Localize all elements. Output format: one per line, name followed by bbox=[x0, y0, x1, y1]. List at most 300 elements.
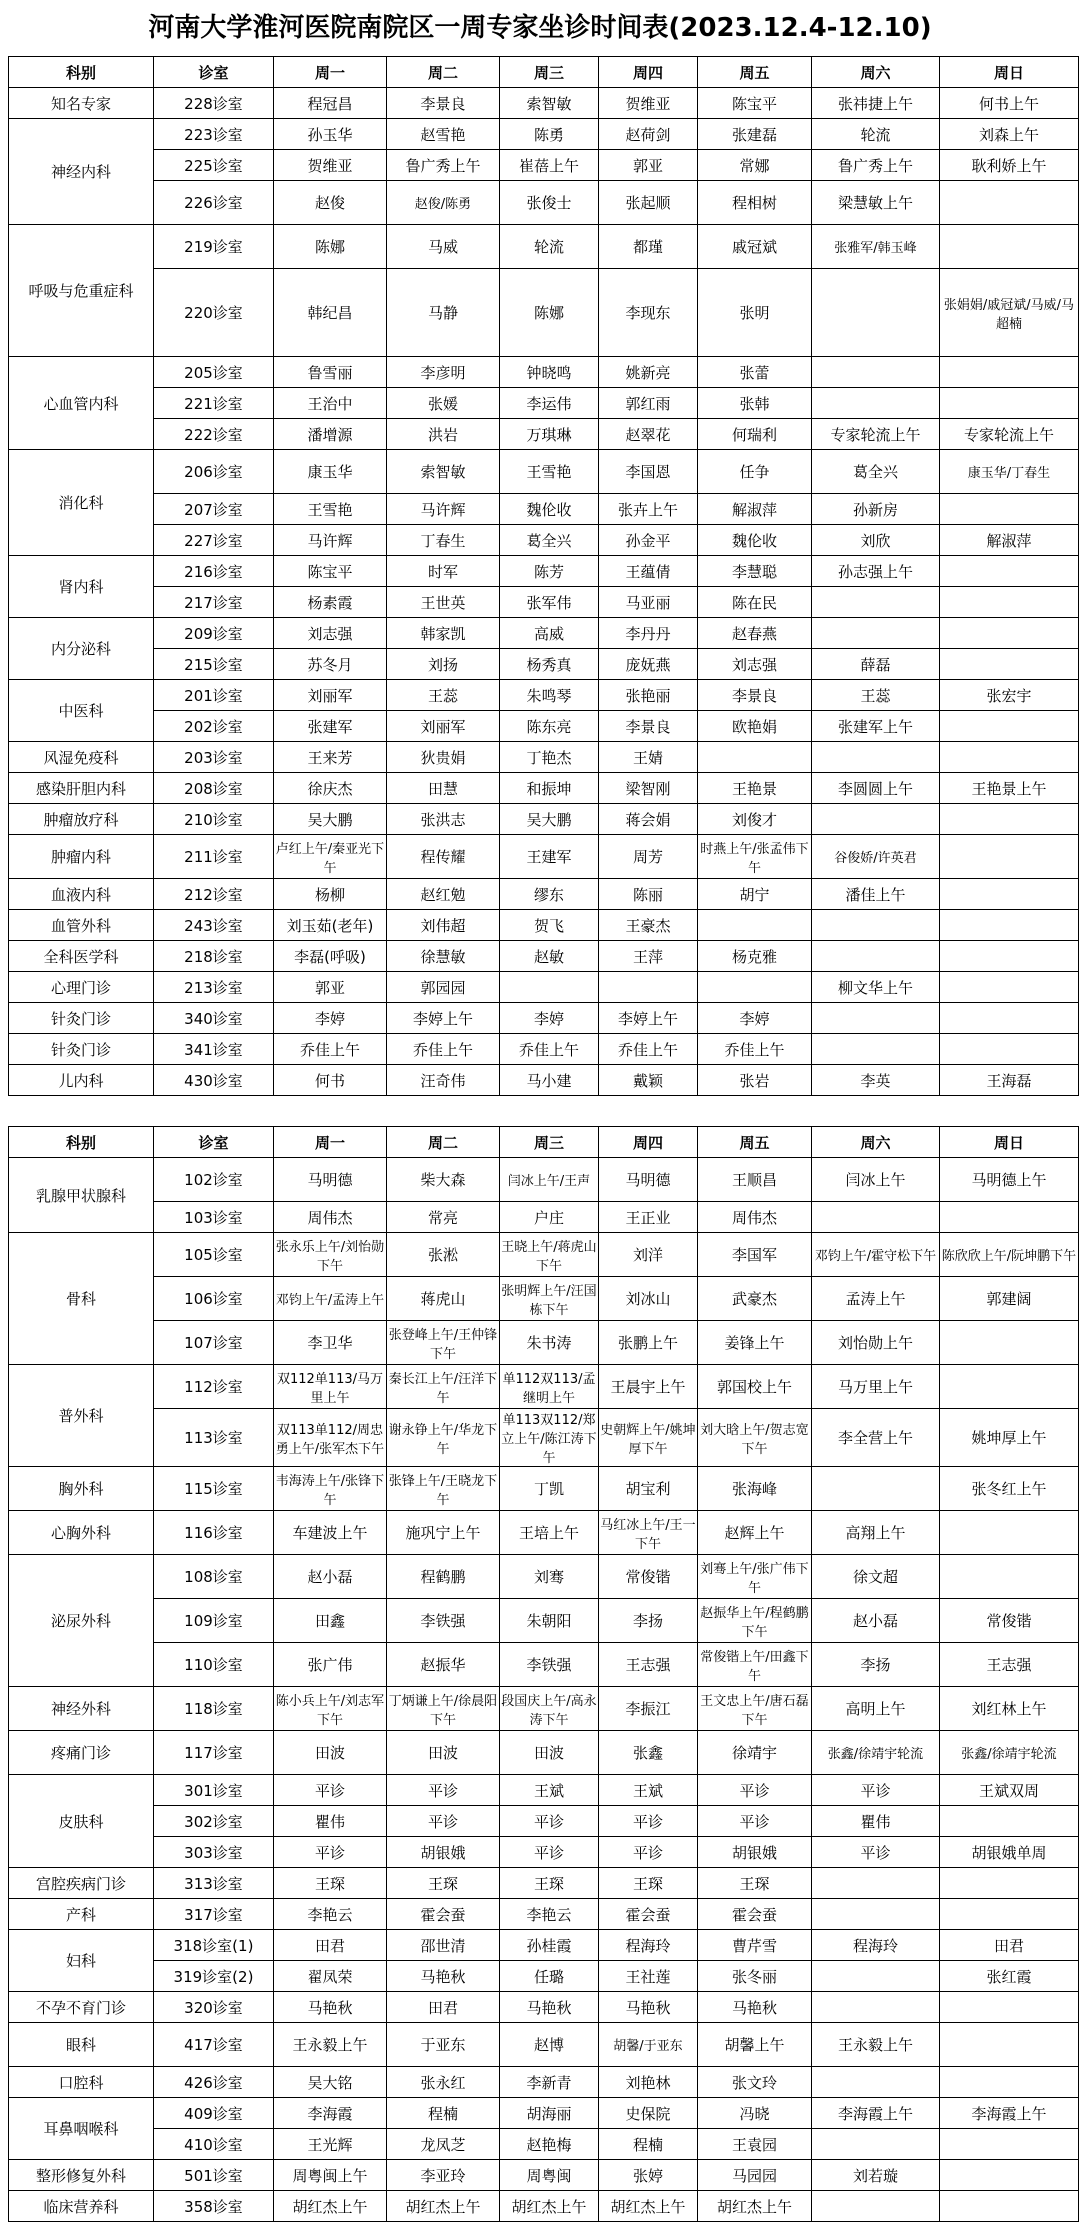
doctor-cell: 王蕊 bbox=[812, 680, 940, 711]
doctor-cell: 梁智刚 bbox=[599, 773, 698, 804]
doctor-cell: 李婷上午 bbox=[387, 1003, 500, 1034]
doctor-cell: 柳文华上午 bbox=[812, 972, 940, 1003]
column-header: 周三 bbox=[500, 57, 599, 88]
schedule-row bbox=[9, 879, 1079, 910]
doctor-cell: 赵俊/陈勇 bbox=[387, 181, 500, 225]
doctor-cell: 任争 bbox=[698, 450, 812, 494]
doctor-cell: 马红冰上午/王一下午 bbox=[599, 1511, 698, 1555]
department-cell: 肿瘤放疗科 bbox=[9, 804, 154, 835]
doctor-cell: 王豪杰 bbox=[599, 910, 698, 941]
doctor-cell: 李丹丹 bbox=[599, 618, 698, 649]
doctor-cell bbox=[812, 357, 940, 388]
schedule-row bbox=[9, 1202, 1079, 1233]
doctor-cell: 薛磊 bbox=[812, 649, 940, 680]
schedule-row bbox=[9, 225, 1079, 269]
department-cell: 产科 bbox=[9, 1899, 154, 1930]
department-cell: 耳鼻咽喉科 bbox=[9, 2098, 154, 2160]
doctor-cell bbox=[940, 649, 1079, 680]
department-cell: 血液内科 bbox=[9, 879, 154, 910]
doctor-cell: 张韩 bbox=[698, 388, 812, 419]
doctor-cell: 潘增源 bbox=[274, 419, 387, 450]
doctor-cell bbox=[698, 742, 812, 773]
schedule-row bbox=[9, 941, 1079, 972]
doctor-cell: 王琛 bbox=[387, 1868, 500, 1899]
doctor-cell: 王顺昌 bbox=[698, 1158, 812, 1202]
doctor-cell bbox=[812, 388, 940, 419]
department-cell: 神经内科 bbox=[9, 119, 154, 225]
doctor-cell: 李亚玲 bbox=[387, 2160, 500, 2191]
schedule-row bbox=[9, 1837, 1079, 1868]
department-cell: 肾内科 bbox=[9, 556, 154, 618]
department-cell: 妇科 bbox=[9, 1930, 154, 1992]
doctor-cell bbox=[940, 941, 1079, 972]
doctor-cell: 赵敏 bbox=[500, 941, 599, 972]
doctor-cell: 王正业 bbox=[599, 1202, 698, 1233]
doctor-cell: 平诊 bbox=[274, 1837, 387, 1868]
doctor-cell: 王斌 bbox=[500, 1775, 599, 1806]
doctor-cell: 陈在民 bbox=[698, 587, 812, 618]
doctor-cell: 赵荷剑 bbox=[599, 119, 698, 150]
doctor-cell: 鲁广秀上午 bbox=[812, 150, 940, 181]
doctor-cell: 平诊 bbox=[500, 1806, 599, 1837]
doctor-cell: 姚坤厚上午 bbox=[940, 1409, 1079, 1467]
doctor-cell bbox=[940, 2129, 1079, 2160]
doctor-cell: 王婧 bbox=[599, 742, 698, 773]
doctor-cell bbox=[940, 1555, 1079, 1599]
doctor-cell: 和振坤 bbox=[500, 773, 599, 804]
room-cell: 340诊室 bbox=[154, 1003, 274, 1034]
room-cell: 208诊室 bbox=[154, 773, 274, 804]
doctor-cell: 胡馨上午 bbox=[698, 2023, 812, 2067]
department-cell: 皮肤科 bbox=[9, 1775, 154, 1868]
doctor-cell bbox=[940, 1868, 1079, 1899]
doctor-cell: 刘骞上午/张广伟下午 bbox=[698, 1555, 812, 1599]
room-cell: 117诊室 bbox=[154, 1731, 274, 1775]
schedule-row bbox=[9, 711, 1079, 742]
department-cell: 风湿免疫科 bbox=[9, 742, 154, 773]
schedule-row bbox=[9, 742, 1079, 773]
doctor-cell: 田鑫 bbox=[274, 1599, 387, 1643]
doctor-cell: 高明上午 bbox=[812, 1687, 940, 1731]
doctor-cell: 李国恩 bbox=[599, 450, 698, 494]
doctor-cell: 马艳秋 bbox=[500, 1992, 599, 2023]
doctor-cell: 都瑾 bbox=[599, 225, 698, 269]
column-header: 周日 bbox=[940, 57, 1079, 88]
doctor-cell: 施巩宁上午 bbox=[387, 1511, 500, 1555]
room-cell: 318诊室(1) bbox=[154, 1930, 274, 1961]
room-cell: 217诊室 bbox=[154, 587, 274, 618]
doctor-cell: 常娜 bbox=[698, 150, 812, 181]
room-cell: 113诊室 bbox=[154, 1409, 274, 1467]
doctor-cell: 张红霞 bbox=[940, 1961, 1079, 1992]
doctor-cell: 张宏宇 bbox=[940, 680, 1079, 711]
doctor-cell: 轮流 bbox=[500, 225, 599, 269]
room-cell: 320诊室 bbox=[154, 1992, 274, 2023]
department-cell: 心胸外科 bbox=[9, 1511, 154, 1555]
doctor-cell: 霍会蚕 bbox=[599, 1899, 698, 1930]
room-cell: 106诊室 bbox=[154, 1277, 274, 1321]
doctor-cell: 马小建 bbox=[500, 1065, 599, 1096]
schedule-row bbox=[9, 1775, 1079, 1806]
doctor-cell: 李扬 bbox=[599, 1599, 698, 1643]
doctor-cell: 葛全兴 bbox=[812, 450, 940, 494]
doctor-cell bbox=[812, 941, 940, 972]
doctor-cell bbox=[812, 1899, 940, 1930]
doctor-cell: 谷俊娇/许英君 bbox=[812, 835, 940, 879]
doctor-cell: 刘森上午 bbox=[940, 119, 1079, 150]
department-cell: 临床营养科 bbox=[9, 2191, 154, 2222]
doctor-cell: 刘红林上午 bbox=[940, 1687, 1079, 1731]
room-cell: 410诊室 bbox=[154, 2129, 274, 2160]
doctor-cell: 史保院 bbox=[599, 2098, 698, 2129]
room-cell: 243诊室 bbox=[154, 910, 274, 941]
doctor-cell: 刘志强 bbox=[274, 618, 387, 649]
department-cell: 口腔科 bbox=[9, 2067, 154, 2098]
doctor-cell: 孟涛上午 bbox=[812, 1277, 940, 1321]
department-cell: 心理门诊 bbox=[9, 972, 154, 1003]
schedule-row bbox=[9, 388, 1079, 419]
doctor-cell: 程楠 bbox=[599, 2129, 698, 2160]
doctor-cell: 李卫华 bbox=[274, 1321, 387, 1365]
doctor-cell: 李运伟 bbox=[500, 388, 599, 419]
schedule-row bbox=[9, 1158, 1079, 1202]
doctor-cell bbox=[812, 269, 940, 357]
doctor-cell bbox=[812, 804, 940, 835]
doctor-cell bbox=[940, 1511, 1079, 1555]
room-cell: 105诊室 bbox=[154, 1233, 274, 1277]
column-header: 周一 bbox=[274, 1127, 387, 1158]
doctor-cell: 陈勇 bbox=[500, 119, 599, 150]
doctor-cell: 车建波上午 bbox=[274, 1511, 387, 1555]
department-cell: 宫腔疾病门诊 bbox=[9, 1868, 154, 1899]
doctor-cell: 刘俊才 bbox=[698, 804, 812, 835]
doctor-cell bbox=[698, 910, 812, 941]
doctor-cell: 蒋虎山 bbox=[387, 1277, 500, 1321]
room-cell: 219诊室 bbox=[154, 225, 274, 269]
room-cell: 221诊室 bbox=[154, 388, 274, 419]
doctor-cell: 索智敏 bbox=[500, 88, 599, 119]
doctor-cell: 程冠昌 bbox=[274, 88, 387, 119]
doctor-cell: 马许辉 bbox=[387, 494, 500, 525]
doctor-cell: 李圆圆上午 bbox=[812, 773, 940, 804]
doctor-cell: 张艳丽 bbox=[599, 680, 698, 711]
schedule-row bbox=[9, 2023, 1079, 2067]
column-header: 周二 bbox=[387, 1127, 500, 1158]
doctor-cell: 张婷 bbox=[599, 2160, 698, 2191]
doctor-cell: 时军 bbox=[387, 556, 500, 587]
doctor-cell bbox=[812, 2191, 940, 2222]
doctor-cell: 杨素霞 bbox=[274, 587, 387, 618]
schedule-row bbox=[9, 618, 1079, 649]
doctor-cell: 丁凯 bbox=[500, 1467, 599, 1511]
doctor-cell bbox=[940, 1202, 1079, 1233]
doctor-cell: 张建磊 bbox=[698, 119, 812, 150]
doctor-cell: 郭亚 bbox=[599, 150, 698, 181]
doctor-cell: 平诊 bbox=[812, 1775, 940, 1806]
doctor-cell: 陈欣欣上午/阮坤鹏下午 bbox=[940, 1233, 1079, 1277]
room-cell: 227诊室 bbox=[154, 525, 274, 556]
doctor-cell: 杨柳 bbox=[274, 879, 387, 910]
doctor-cell: 赵博 bbox=[500, 2023, 599, 2067]
doctor-cell: 马静 bbox=[387, 269, 500, 357]
room-cell: 317诊室 bbox=[154, 1899, 274, 1930]
doctor-cell: 瞿伟 bbox=[274, 1806, 387, 1837]
room-cell: 303诊室 bbox=[154, 1837, 274, 1868]
doctor-cell: 刘若璇 bbox=[812, 2160, 940, 2191]
room-cell: 228诊室 bbox=[154, 88, 274, 119]
doctor-cell: 周粤闽上午 bbox=[274, 2160, 387, 2191]
doctor-cell: 张海峰 bbox=[698, 1467, 812, 1511]
doctor-cell bbox=[940, 910, 1079, 941]
schedule-row bbox=[9, 1930, 1079, 1961]
room-cell: 417诊室 bbox=[154, 2023, 274, 2067]
doctor-cell: 陈小兵上午/刘志军下午 bbox=[274, 1687, 387, 1731]
doctor-cell: 常俊锴 bbox=[599, 1555, 698, 1599]
schedule-row bbox=[9, 556, 1079, 587]
doctor-cell: 邵世清 bbox=[387, 1930, 500, 1961]
doctor-cell: 王琛 bbox=[274, 1868, 387, 1899]
doctor-cell: 程海玲 bbox=[599, 1930, 698, 1961]
doctor-cell: 王斌双周 bbox=[940, 1775, 1079, 1806]
doctor-cell: 王培上午 bbox=[500, 1511, 599, 1555]
doctor-cell bbox=[940, 2191, 1079, 2222]
doctor-cell: 胡红杰上午 bbox=[698, 2191, 812, 2222]
doctor-cell bbox=[940, 2160, 1079, 2191]
doctor-cell: 王来芳 bbox=[274, 742, 387, 773]
doctor-cell: 张淞 bbox=[387, 1233, 500, 1277]
doctor-cell: 秦长江上午/汪洋下午 bbox=[387, 1365, 500, 1409]
doctor-cell: 赵俊 bbox=[274, 181, 387, 225]
doctor-cell: 丁春生 bbox=[387, 525, 500, 556]
room-cell: 319诊室(2) bbox=[154, 1961, 274, 1992]
doctor-cell: 赵翠花 bbox=[599, 419, 698, 450]
doctor-cell: 郭园园 bbox=[387, 972, 500, 1003]
doctor-cell: 庞妩燕 bbox=[599, 649, 698, 680]
doctor-cell: 常俊锴 bbox=[940, 1599, 1079, 1643]
schedule-row bbox=[9, 1555, 1079, 1599]
doctor-cell bbox=[940, 1034, 1079, 1065]
doctor-cell: 王琛 bbox=[599, 1868, 698, 1899]
schedule-row bbox=[9, 2098, 1079, 2129]
doctor-cell: 田波 bbox=[387, 1731, 500, 1775]
doctor-cell: 张广伟 bbox=[274, 1643, 387, 1687]
column-header: 诊室 bbox=[154, 1127, 274, 1158]
doctor-cell: 李扬 bbox=[812, 1643, 940, 1687]
schedule-row bbox=[9, 1365, 1079, 1409]
table-header-row bbox=[9, 1127, 1079, 1158]
doctor-cell: 郭建阔 bbox=[940, 1277, 1079, 1321]
doctor-cell bbox=[812, 1992, 940, 2023]
schedule-row bbox=[9, 1599, 1079, 1643]
doctor-cell: 龙凤芝 bbox=[387, 2129, 500, 2160]
doctor-cell: 平诊 bbox=[387, 1775, 500, 1806]
doctor-cell: 闫冰上午 bbox=[812, 1158, 940, 1202]
doctor-cell: 李铁强 bbox=[500, 1643, 599, 1687]
doctor-cell bbox=[940, 2067, 1079, 2098]
doctor-cell bbox=[812, 2067, 940, 2098]
doctor-cell: 张明辉上午/汪国栋下午 bbox=[500, 1277, 599, 1321]
doctor-cell: 耿利娇上午 bbox=[940, 150, 1079, 181]
doctor-cell: 钟晓鸣 bbox=[500, 357, 599, 388]
schedule-row bbox=[9, 2129, 1079, 2160]
doctor-cell: 王萍 bbox=[599, 941, 698, 972]
doctor-cell: 乔佳上午 bbox=[698, 1034, 812, 1065]
table-header-row bbox=[9, 57, 1079, 88]
doctor-cell bbox=[940, 1365, 1079, 1409]
schedule-row bbox=[9, 1034, 1079, 1065]
doctor-cell: 乔佳上午 bbox=[387, 1034, 500, 1065]
doctor-cell: 徐文超 bbox=[812, 1555, 940, 1599]
doctor-cell: 张登峰上午/王仲锋下午 bbox=[387, 1321, 500, 1365]
doctor-cell: 胡红杰上午 bbox=[500, 2191, 599, 2222]
doctor-cell: 冯晓 bbox=[698, 2098, 812, 2129]
schedule-row bbox=[9, 773, 1079, 804]
doctor-cell: 马艳秋 bbox=[698, 1992, 812, 2023]
doctor-cell bbox=[500, 972, 599, 1003]
schedule-row bbox=[9, 1687, 1079, 1731]
room-cell: 203诊室 bbox=[154, 742, 274, 773]
doctor-cell: 鲁雪丽 bbox=[274, 357, 387, 388]
doctor-cell bbox=[940, 804, 1079, 835]
doctor-cell: 马艳秋 bbox=[274, 1992, 387, 2023]
column-header: 周二 bbox=[387, 57, 500, 88]
doctor-cell bbox=[940, 1321, 1079, 1365]
doctor-cell: 李全营上午 bbox=[812, 1409, 940, 1467]
doctor-cell bbox=[940, 388, 1079, 419]
doctor-cell: 李婷上午 bbox=[599, 1003, 698, 1034]
doctor-cell bbox=[940, 742, 1079, 773]
doctor-cell: 陈宝平 bbox=[698, 88, 812, 119]
schedule-row bbox=[9, 269, 1079, 357]
department-cell: 眼科 bbox=[9, 2023, 154, 2067]
doctor-cell: 康玉华/丁春生 bbox=[940, 450, 1079, 494]
doctor-cell bbox=[698, 972, 812, 1003]
doctor-cell: 李新青 bbox=[500, 2067, 599, 2098]
doctor-cell: 马威 bbox=[387, 225, 500, 269]
doctor-cell: 高威 bbox=[500, 618, 599, 649]
doctor-cell: 郭国校上午 bbox=[698, 1365, 812, 1409]
doctor-cell bbox=[812, 742, 940, 773]
doctor-cell: 王永毅上午 bbox=[812, 2023, 940, 2067]
room-cell: 409诊室 bbox=[154, 2098, 274, 2129]
department-cell: 泌尿外科 bbox=[9, 1555, 154, 1687]
doctor-cell: 平诊 bbox=[698, 1806, 812, 1837]
doctor-cell: 戴颖 bbox=[599, 1065, 698, 1096]
room-cell: 218诊室 bbox=[154, 941, 274, 972]
room-cell: 215诊室 bbox=[154, 649, 274, 680]
doctor-cell: 平诊 bbox=[500, 1837, 599, 1868]
doctor-cell: 马艳秋 bbox=[387, 1961, 500, 1992]
column-header: 周五 bbox=[698, 57, 812, 88]
doctor-cell: 魏伦收 bbox=[500, 494, 599, 525]
doctor-cell bbox=[940, 1806, 1079, 1837]
department-cell: 知名专家 bbox=[9, 88, 154, 119]
doctor-cell bbox=[940, 494, 1079, 525]
doctor-cell: 胡海丽 bbox=[500, 2098, 599, 2129]
doctor-cell: 朱鸣琴 bbox=[500, 680, 599, 711]
doctor-cell: 张俊士 bbox=[500, 181, 599, 225]
column-header: 科别 bbox=[9, 1127, 154, 1158]
department-cell: 内分泌科 bbox=[9, 618, 154, 680]
room-cell: 107诊室 bbox=[154, 1321, 274, 1365]
doctor-cell: 李海霞 bbox=[274, 2098, 387, 2129]
department-cell: 全科医学科 bbox=[9, 941, 154, 972]
schedule-row bbox=[9, 680, 1079, 711]
doctor-cell: 邓钧上午/孟涛上午 bbox=[274, 1277, 387, 1321]
doctor-cell: 梁慧敏上午 bbox=[812, 181, 940, 225]
doctor-cell: 田君 bbox=[387, 1992, 500, 2023]
doctor-cell: 谢永铮上午/华龙下午 bbox=[387, 1409, 500, 1467]
doctor-cell: 李景良 bbox=[599, 711, 698, 742]
doctor-cell: 韩家凯 bbox=[387, 618, 500, 649]
doctor-cell: 刘洋 bbox=[599, 1233, 698, 1277]
room-cell: 207诊室 bbox=[154, 494, 274, 525]
room-cell: 220诊室 bbox=[154, 269, 274, 357]
room-cell: 358诊室 bbox=[154, 2191, 274, 2222]
doctor-cell: 程海玲 bbox=[812, 1930, 940, 1961]
doctor-cell: 马许辉 bbox=[274, 525, 387, 556]
doctor-cell: 吴大铭 bbox=[274, 2067, 387, 2098]
column-header: 周三 bbox=[500, 1127, 599, 1158]
schedule-row bbox=[9, 2191, 1079, 2222]
schedule-row bbox=[9, 357, 1079, 388]
department-cell: 骨科 bbox=[9, 1233, 154, 1365]
doctor-cell bbox=[940, 225, 1079, 269]
column-header: 周四 bbox=[599, 57, 698, 88]
department-cell: 消化科 bbox=[9, 450, 154, 556]
doctor-cell: 胡银娥单周 bbox=[940, 1837, 1079, 1868]
doctor-cell: 潘佳上午 bbox=[812, 879, 940, 910]
department-cell: 心血管内科 bbox=[9, 357, 154, 450]
doctor-cell: 赵雪艳 bbox=[387, 119, 500, 150]
column-header: 周六 bbox=[812, 57, 940, 88]
schedule-row bbox=[9, 804, 1079, 835]
doctor-cell: 刘丽军 bbox=[387, 711, 500, 742]
doctor-cell: 王蕊 bbox=[387, 680, 500, 711]
schedule-row bbox=[9, 494, 1079, 525]
schedule-row bbox=[9, 1992, 1079, 2023]
doctor-cell: 王艳景上午 bbox=[940, 773, 1079, 804]
doctor-cell: 张祎捷上午 bbox=[812, 88, 940, 119]
doctor-cell: 赵振华上午/程鹤鹏下午 bbox=[698, 1599, 812, 1643]
doctor-cell: 葛全兴 bbox=[500, 525, 599, 556]
doctor-cell: 曹芹雪 bbox=[698, 1930, 812, 1961]
doctor-cell: 张媛 bbox=[387, 388, 500, 419]
room-cell: 206诊室 bbox=[154, 450, 274, 494]
doctor-cell: 轮流 bbox=[812, 119, 940, 150]
doctor-cell: 乔佳上午 bbox=[274, 1034, 387, 1065]
column-header: 周六 bbox=[812, 1127, 940, 1158]
doctor-cell: 万琪琳 bbox=[500, 419, 599, 450]
doctor-cell: 丁炳谦上午/徐晨阳下午 bbox=[387, 1687, 500, 1731]
doctor-cell: 姚新亮 bbox=[599, 357, 698, 388]
doctor-cell: 张建军上午 bbox=[812, 711, 940, 742]
doctor-cell: 韩纪昌 bbox=[274, 269, 387, 357]
doctor-cell: 贺维亚 bbox=[274, 150, 387, 181]
doctor-cell bbox=[812, 1961, 940, 1992]
doctor-cell: 徐靖宇 bbox=[698, 1731, 812, 1775]
room-cell: 201诊室 bbox=[154, 680, 274, 711]
doctor-cell: 郭亚 bbox=[274, 972, 387, 1003]
doctor-cell: 段国庆上午/高永涛下午 bbox=[500, 1687, 599, 1731]
department-cell: 呼吸与危重症科 bbox=[9, 225, 154, 357]
doctor-cell bbox=[812, 618, 940, 649]
doctor-cell: 时燕上午/张孟伟下午 bbox=[698, 835, 812, 879]
doctor-cell: 王社莲 bbox=[599, 1961, 698, 1992]
department-cell: 神经外科 bbox=[9, 1687, 154, 1731]
doctor-cell: 周芳 bbox=[599, 835, 698, 879]
doctor-cell: 平诊 bbox=[812, 1837, 940, 1868]
